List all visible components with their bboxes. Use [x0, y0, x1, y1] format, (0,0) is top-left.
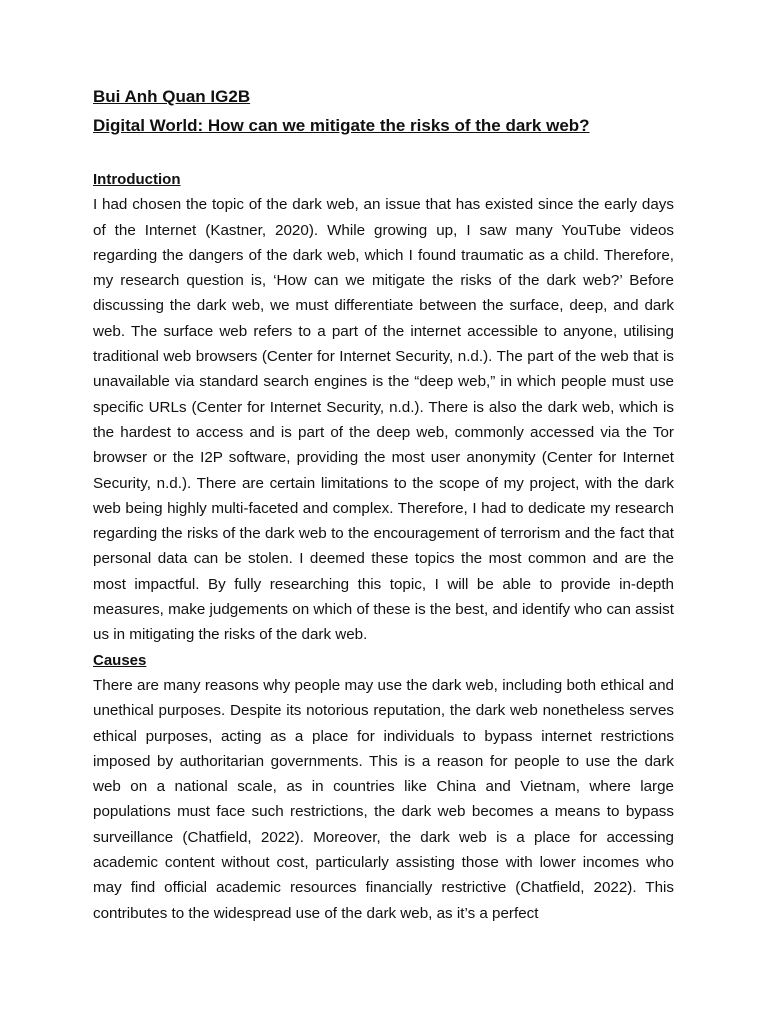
author-line: Bui Anh Quan IG2B — [93, 87, 251, 106]
document-page — [93, 86, 674, 926]
section-heading-introduction: Introduction — [93, 171, 181, 188]
document-title: Digital World: How can we mitigate the risks of the dark web? — [93, 116, 590, 135]
introduction-paragraph: I had chosen the topic of the dark web, an issue that has existed since the early days of the Internet (Kastner, 2020). While growing up, I saw many YouTube videos regarding the dangers of the dark web, which I found traumatic as a child. Therefore, my research question is, ‘How can we mitigate the risks of the dark web?’ Before discussing the dark web, we must differentiate between the surface, deep, and dark web. The surface web refers to a part of the internet accessible to anyone, utilising traditional web browsers (Center for Internet Security, n.d.). The part of the web that is unavailable via standard search engines is the “deep web,” in which people must use specific URLs (Center for Internet Security, n.d.). There is also the dark web, which is the hardest to access and is part of the deep web, commonly accessed via the Tor browser or the I2P software, providing the most user anonymity (Center for Internet Security, n.d.). There are certain limitations to the scope of my project, with the dark web being highly multi-faceted and complex. Therefore, I had to dedicate my research regarding the risks of the dark web to the encouragement of terrorism and the fact that personal data can be stolen. I deemed these topics the most common and are the most impactful. By fully researching this topic, I will be able to provide in-depth measures, make judgements on which of these is the best, and identify who can assist us in mitigating the risks of the dark web. — [93, 196, 674, 644]
section-heading-causes: Causes — [93, 651, 147, 669]
causes-paragraph: There are many reasons why people may use the dark web, including both ethical and unethical purposes. Despite its notorious reputation, the dark web nonetheless serves ethical purposes, acting as a place for individuals to bypass internet restrictions imposed by authoritarian governments. This is a reason for people to use the dark web on a national scale, as in countries like China and Vietnam, where large populations must face such restrictions, the dark web becomes a means to bypass surveillance (Chatfield, 2022). Moreover, the dark web is a place for accessing academic content without cost, particularly assisting those with lower incomes who may find official academic resources financially restrictive (Chatfield, 2022). This contributes to the widespread use of the dark web, as it’s a perfect — [93, 676, 674, 922]
